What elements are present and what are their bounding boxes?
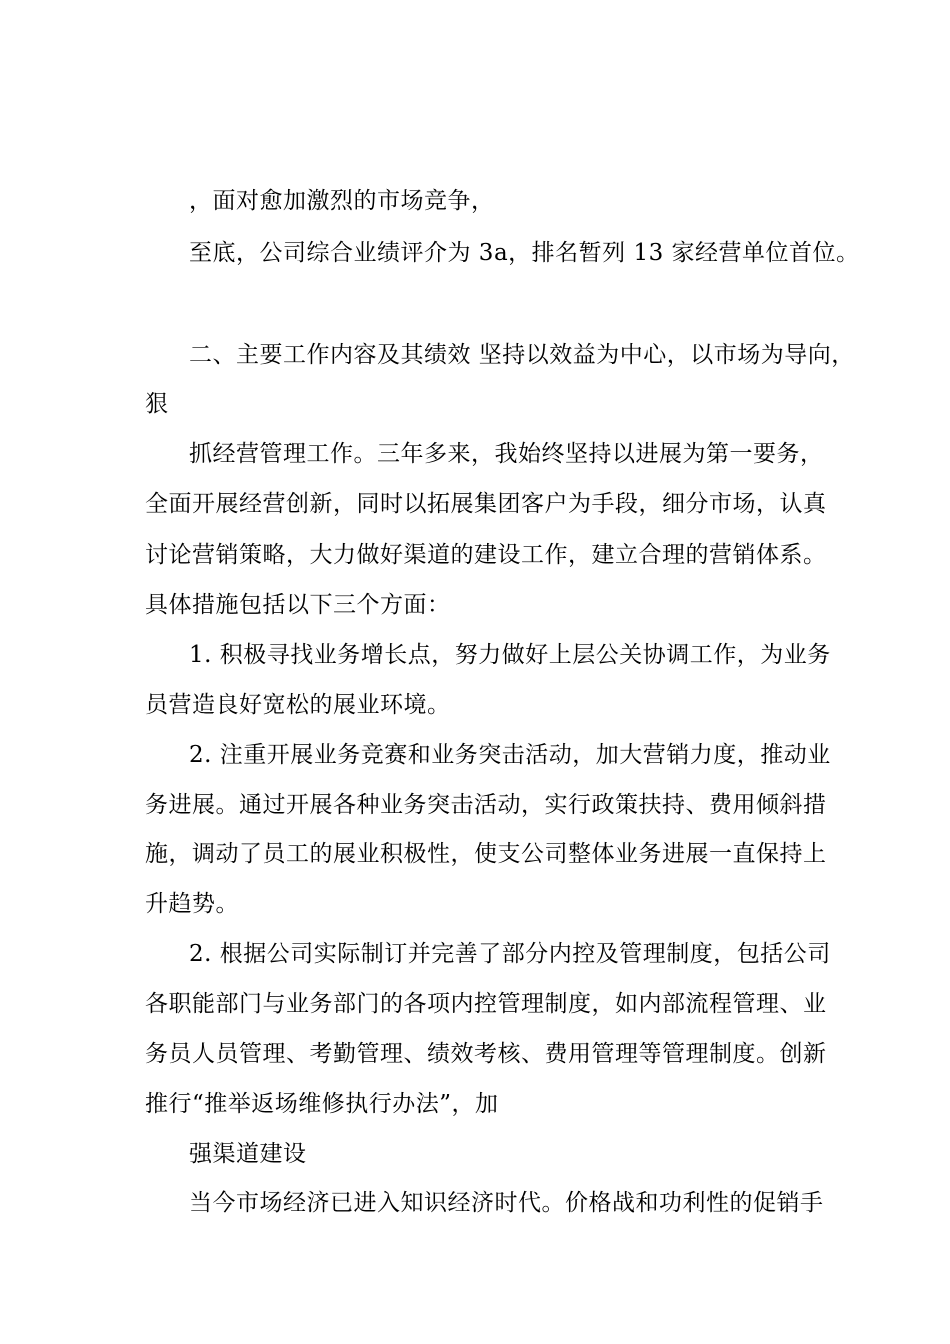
text-line: 员营造良好宽松的展业环境。	[145, 692, 451, 718]
text-line: 升趋势。	[145, 891, 239, 917]
text-line: 讨论营销策略，大力做好渠道的建设工作，建立合理的营销体系。	[145, 542, 827, 568]
text-line: ，面对愈加激烈的市场竞争，	[189, 188, 495, 214]
text-line: 各职能部门与业务部门的各项内控管理制度，如内部流程管理、业	[145, 991, 827, 1017]
text-line: 施，调动了员工的展业积极性，使支公司整体业务进展一直保持上	[145, 841, 827, 867]
text-line: 具体措施包括以下三个方面：	[145, 592, 451, 618]
section-heading-line: 二、主要工作内容及其绩效 坚持以效益为中心，以市场为导向，	[189, 342, 855, 368]
text-line: 务员人员管理、考勤管理、绩效考核、费用管理等管理制度。创新	[145, 1041, 827, 1067]
list-item-line: 1. 积极寻找业务增长点，努力做好上层公关协调工作，为业务	[189, 642, 831, 668]
text-line: 抓经营管理工作。三年多来，我始终坚持以进展为第一要务，	[189, 441, 824, 467]
text-line: 当今市场经济已进入知识经济时代。价格战和功利性的促销手	[189, 1190, 824, 1216]
text-line: 推行“推举返场维修执行办法”，加	[145, 1091, 499, 1117]
text-line: 务进展。通过开展各种业务突击活动，实行政策扶持、费用倾斜措	[145, 792, 827, 818]
text-line: 狠	[145, 391, 169, 417]
text-line: 至底，公司综合业绩评介为 3a，排名暂列 13 家经营单位首位。	[189, 240, 860, 266]
list-item-line: 2. 注重开展业务竞赛和业务突击活动，加大营销力度，推动业	[189, 742, 831, 768]
list-item-line: 2. 根据公司实际制订并完善了部分内控及管理制度，包括公司	[189, 941, 831, 967]
text-line: 全面开展经营创新，同时以拓展集团客户为手段，细分市场，认真	[145, 491, 827, 517]
text-line: 强渠道建设	[189, 1141, 307, 1167]
